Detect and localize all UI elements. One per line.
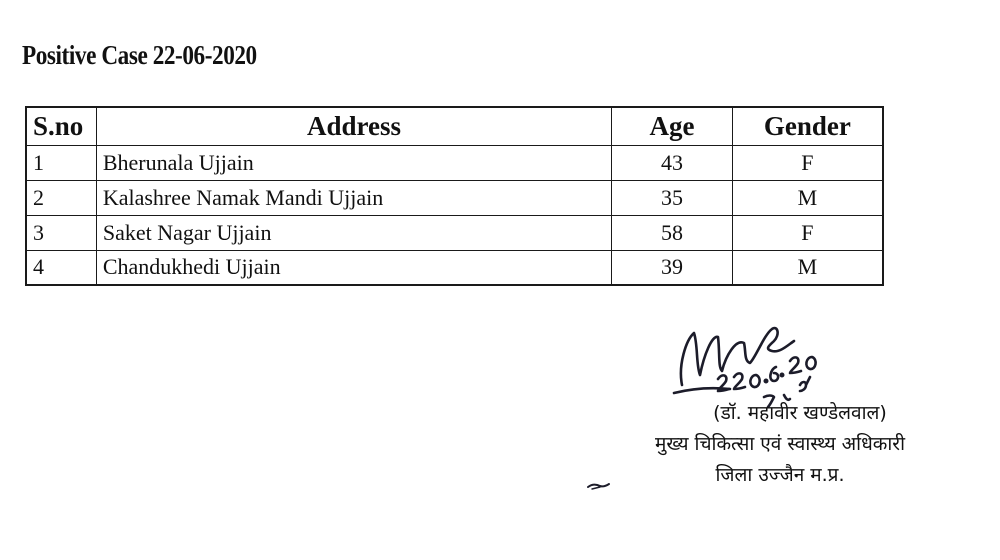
cell-gender: F: [732, 215, 883, 250]
header-gender: Gender: [732, 107, 883, 145]
positive-cases-table: [25, 106, 884, 286]
table-header-row: [26, 107, 883, 145]
cell-sno: 4: [26, 250, 96, 285]
table-row: [26, 180, 883, 215]
header-sno: S.no: [26, 107, 96, 145]
cell-gender: M: [732, 250, 883, 285]
cell-age: 43: [612, 145, 733, 180]
header-age: Age: [612, 107, 733, 145]
cell-sno: 1: [26, 145, 96, 180]
page-title: Positive Case 22-06-2020: [22, 40, 257, 70]
signatory-name: (डॉ. महावीर खण्डेलवाल): [713, 402, 887, 424]
cell-age: 39: [612, 250, 733, 285]
cell-gender: F: [732, 145, 883, 180]
cell-sno: 3: [26, 215, 96, 250]
cell-address: Bherunala Ujjain: [96, 145, 611, 180]
cell-address: Kalashree Namak Mandi Ujjain: [96, 180, 611, 215]
signatory-designation: मुख्य चिकित्सा एवं स्वास्थ्य अधिकारी: [655, 433, 905, 455]
cell-age: 58: [612, 215, 733, 250]
table-row: [26, 250, 883, 285]
table-row: [26, 215, 883, 250]
header-address: Address: [96, 107, 611, 145]
signatory-block: [590, 398, 970, 491]
cell-gender: M: [732, 180, 883, 215]
cell-age: 35: [612, 180, 733, 215]
cell-address: Saket Nagar Ujjain: [96, 215, 611, 250]
signatory-location: जिला उज्जैन म.प्र.: [715, 464, 845, 486]
table-row: [26, 145, 883, 180]
cell-address: Chandukhedi Ujjain: [96, 250, 611, 285]
cell-sno: 2: [26, 180, 96, 215]
